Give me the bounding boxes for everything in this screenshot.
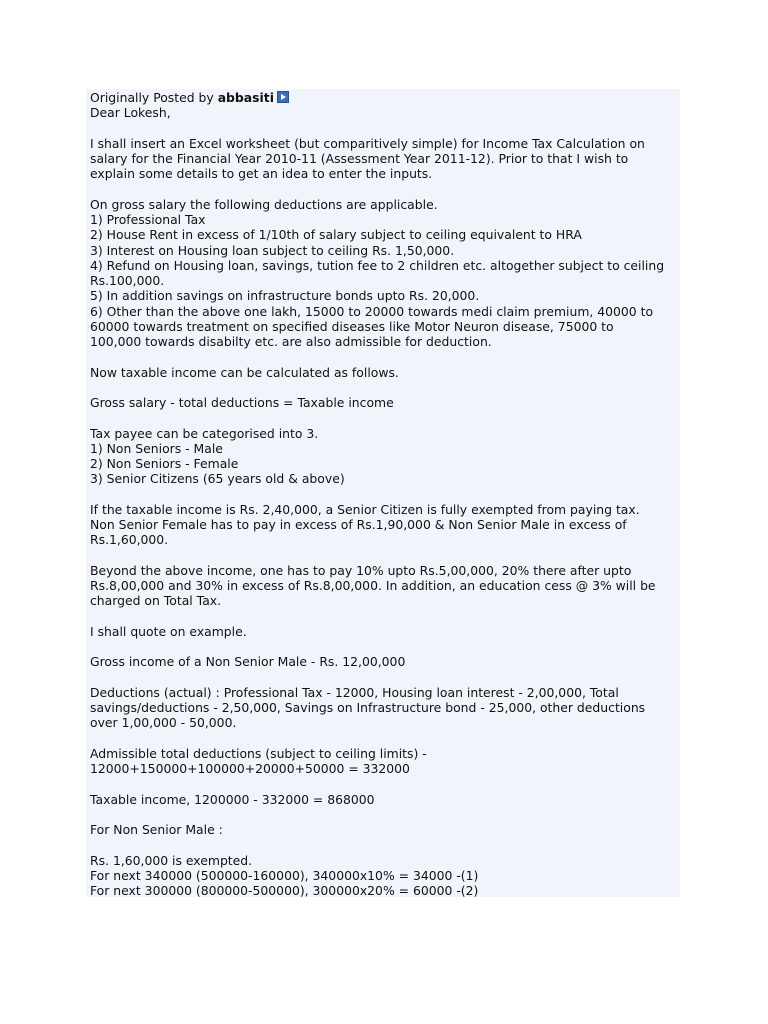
quoted-post — [86, 89, 680, 897]
intro-line: I shall insert an Excel worksheet (but comparitively simple) for Income Tax Calculation on — [90, 135, 645, 151]
deduction-item: 3) Interest on Housing loan subject to ceiling Rs. 1,50,000. — [90, 242, 455, 258]
deductions-actual-line: savings/deductions - 2,50,000, Savings on Infrastructure bond - 25,000, other deductions — [90, 700, 646, 715]
view-post-icon[interactable] — [277, 91, 289, 103]
category-item: 1) Non Seniors - Male — [90, 440, 223, 456]
deductions-actual-line: Deductions (actual) : Professional Tax - 12000, Housing loan interest - 2,00,000, Total — [90, 684, 619, 700]
taxable-intro: Now taxable income can be calculated as follows. — [90, 364, 399, 380]
calc-line: For next 300000 (800000-500000), 300000x20% = 60000 -(2) — [90, 883, 479, 897]
deductions-actual-line: over 1,00,000 - 50,000. — [90, 715, 237, 731]
deduction-item: 4) Refund on Housing loan, savings, tution fee to 2 children etc. altogether subject to ceiling — [90, 257, 665, 273]
deduction-item: 6) Other than the above one lakh, 15000 to 20000 towards medi claim premium, 40000 to — [90, 303, 654, 319]
exemption-line: If the taxable income is Rs. 2,40,000, a Senior Citizen is fully exempted from paying tax. — [90, 501, 640, 517]
category-item: 3) Senior Citizens (65 years old & above) — [90, 471, 345, 487]
calc-line: Rs. 1,60,000 is exempted. — [90, 852, 253, 868]
deduction-item: 2) House Rent in excess of 1/10th of salary subject to ceiling equivalent to HRA — [90, 227, 582, 243]
deduction-item: 5) In addition savings on infrastructure bonds upto Rs. 20,000. — [90, 288, 480, 304]
slab-line: Beyond the above income, one has to pay 10% upto Rs.5,00,000, 20% there after upto — [90, 562, 632, 578]
quote-header — [90, 90, 680, 105]
intro-line: explain some details to get an idea to enter the inputs. — [90, 166, 433, 182]
greeting: Dear Lokesh, — [90, 105, 171, 121]
category-item: 2) Non Seniors - Female — [90, 456, 239, 471]
calc-line: For next 340000 (500000-160000), 340000x10% = 34000 -(1) — [90, 867, 479, 883]
taxable-income: Taxable income, 1200000 - 332000 = 868000 — [90, 791, 375, 807]
quote-author[interactable]: abbasiti — [217, 90, 274, 105]
admissible-line: 12000+150000+100000+20000+50000 = 332000 — [90, 761, 410, 776]
example-intro: I shall quote on example. — [90, 623, 247, 639]
deduction-item: Rs.100,000. — [90, 273, 165, 288]
quote-prefix: Originally Posted by — [90, 90, 218, 105]
deductions-intro: On gross salary the following deductions are applicable. — [90, 196, 438, 212]
exemption-line: Non Senior Female has to pay in excess of Rs.1,90,000 & Non Senior Male in excess of — [90, 517, 627, 532]
slab-line: charged on Total Tax. — [90, 593, 222, 609]
formula: Gross salary - total deductions = Taxable income — [90, 395, 394, 410]
intro-line: salary for the Financial Year 2010-11 (Assessment Year 2011-12). Prior to that I wish to — [90, 151, 629, 166]
exemption-line: Rs.1,60,000. — [90, 532, 169, 548]
deduction-item: 1) Professional Tax — [90, 212, 206, 227]
deduction-item: 60000 towards treatment on specified diseases like Motor Neuron disease, 75000 to — [90, 318, 614, 334]
admissible-line: Admissible total deductions (subject to ceiling limits) - — [90, 745, 427, 761]
categories-intro: Tax payee can be categorised into 3. — [90, 425, 319, 441]
gross-income: Gross income of a Non Senior Male - Rs. 12,00,000 — [90, 654, 406, 670]
slab-line: Rs.8,00,000 and 30% in excess of Rs.8,00,000. In addition, an education cess @ 3% will be — [90, 578, 656, 593]
for-label: For Non Senior Male : — [90, 822, 223, 837]
deduction-item: 100,000 towards disabilty etc. are also admissible for deduction. — [90, 334, 492, 349]
